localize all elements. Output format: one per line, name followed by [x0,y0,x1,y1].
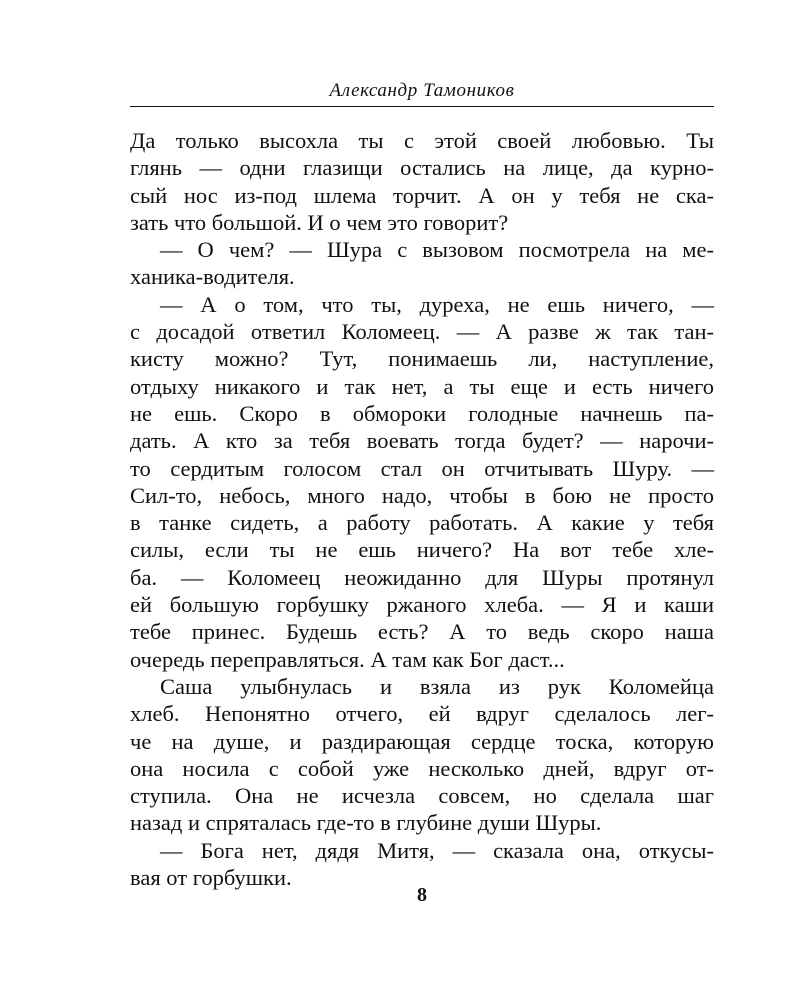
text-line: Да только высохла ты с этой своей любовью. Ты [130,128,714,153]
text-line: Саша улыбнулась и взяла из рук Коломейца [160,673,714,699]
text-line: вая от горбушки. [130,865,292,891]
text-line: в танке сидеть, а работу работать. А какие у тебя [130,510,714,536]
text-line: очередь переправляться. А там как Бог даст... [130,646,565,672]
text-line: хлеб. Непонятно отчего, ей вдруг сделалось лег- [130,701,714,727]
text-line: — Бога нет, дядя Митя, — сказала она, откусы- [160,837,714,863]
text-line: глянь — одни глазищи остались на лице, да курно- [130,155,714,181]
text-line: с досадой ответил Коломеец. — А разве ж так тан- [130,319,714,345]
text-line: силы, если ты не ешь ничего? На вот тебе хле- [130,537,714,563]
text-line: ей большую горбушку ржаного хлеба. — Я и каши [130,592,714,618]
text-line: кисту можно? Тут, понимаешь ли, наступление, [130,346,714,372]
text-line: зать что большой. И о чем это говорит? [130,209,509,235]
text-line: — О чем? — Шура с вызовом посмотрела на ме- [160,237,714,263]
text-line: Сил-то, небось, много надо, чтобы в бою не просто [130,482,714,508]
text-line: ханика-водителя. [130,264,295,290]
text-line: отдыху никакого и так нет, а ты еще и есть ничего [130,373,714,399]
page-number: 8 [417,884,427,906]
body-text [130,127,714,891]
running-header [130,78,714,107]
text-line: назад и спряталась где-то в глубине души Шуры. [130,810,602,836]
text-line: не ешь. Скоро в обмороки голодные начнешь па- [130,400,714,426]
text-line: ступила. Она не исчезла совсем, но сделала шаг [130,783,714,809]
text-line: то сердитым голосом стал он отчитывать Шуру. — [130,455,714,481]
text-line: дать. А кто за тебя воевать тогда будет? — нарочи- [130,428,714,454]
text-line: тебе принес. Будешь есть? А то ведь скоро наша [130,619,714,645]
text-line: че на душе, и раздирающая сердце тоска, которую [130,728,714,754]
running-header-title: Александр Тамоников [329,80,515,101]
text-line: сый нос из-под шлема торчит. А он у тебя не ска- [130,182,714,208]
text-line: она носила с собой уже несколько дней, вдруг от- [130,755,714,781]
text-line: ба. — Коломеец неожиданно для Шуры протянул [130,564,714,590]
text-line: — А о том, что ты, дуреха, не ешь ничего, — [160,291,714,317]
